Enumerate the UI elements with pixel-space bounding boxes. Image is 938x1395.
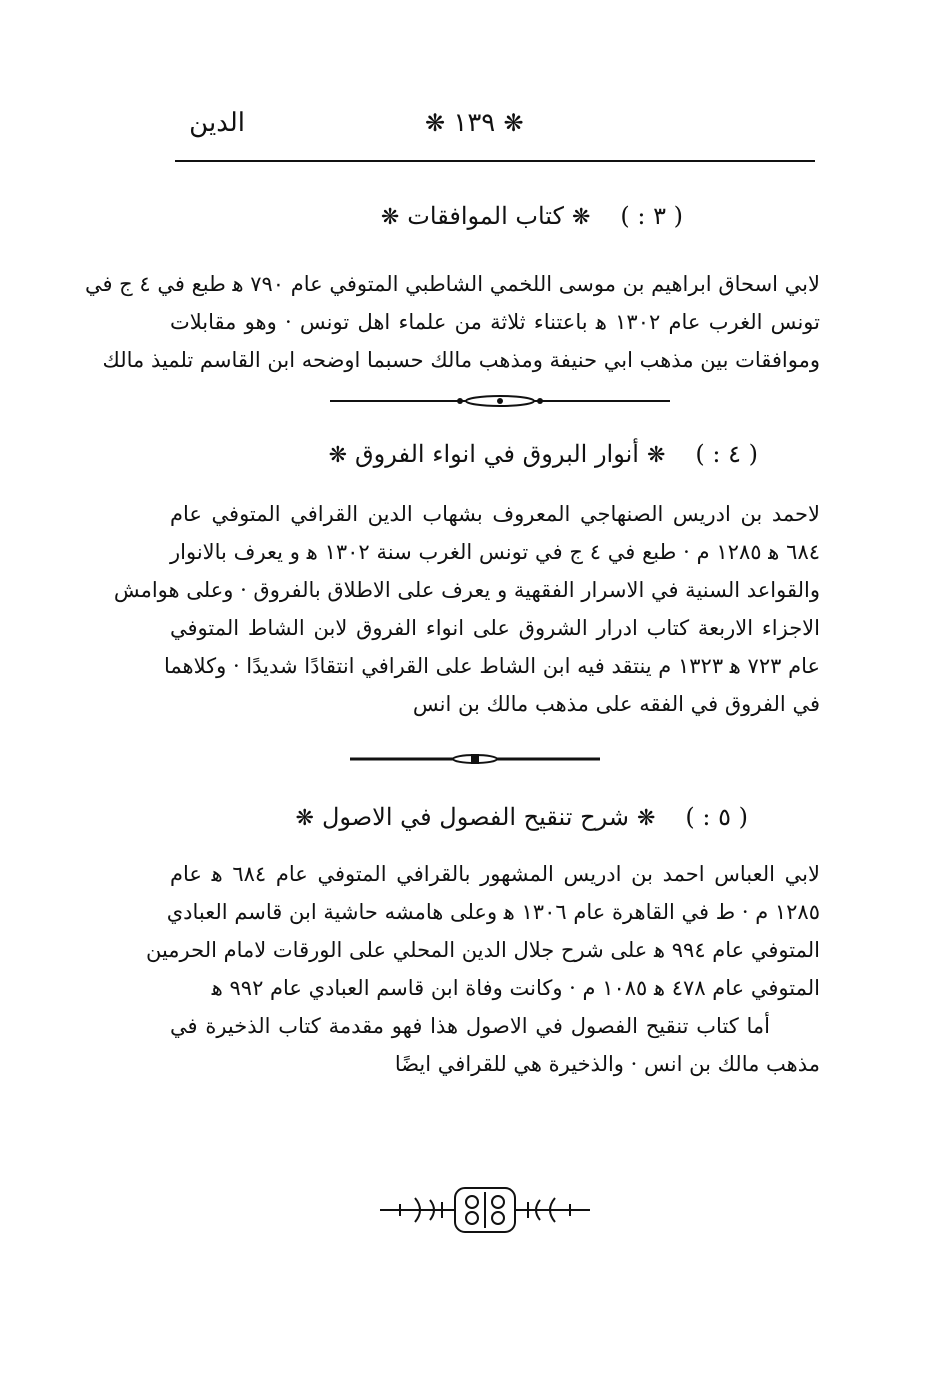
ornament-icon: ❋ xyxy=(503,109,524,137)
running-header-word: الدين xyxy=(189,108,245,138)
section-heading-4 xyxy=(321,440,758,468)
ornament-icon: ❋ xyxy=(295,806,314,831)
text-line: لابي العباس احمد بن ادريس المشهور بالقرافي المتوفي عام ٦٨٤ ﻫ عام xyxy=(170,862,821,886)
text-line: ٦٨٤ ﻫ ١٢٨٥ م · طبع في ٤ ج في تونس الغرب سنة ١٣٠٢ ﻫ و يعرف بالانوار xyxy=(170,540,821,564)
ornament-icon: ❋ xyxy=(646,443,666,468)
section-heading-5 xyxy=(288,803,748,831)
end-ornament-icon xyxy=(380,1180,590,1240)
text-line: في الفروق في الفقه على مذهب مالك بن انس xyxy=(412,692,820,716)
page-number: ١٣٩ xyxy=(453,108,496,138)
text-line: والقواعد السنية في الاسرار الفقهية و يعرف على الاطلاق بالفروق · وعلى هوامش xyxy=(113,578,820,602)
section-number: ( ٥ : ) xyxy=(685,803,748,831)
text-line: الاجزاء الاربعة كتاب ادرار الشروق على انواء الفروق لابن الشاط المتوفي xyxy=(170,616,820,640)
ornament-icon: ❋ xyxy=(571,205,591,230)
section-paragraph-5 xyxy=(145,855,821,1083)
page-number-group xyxy=(425,108,524,138)
ornament-icon: ❋ xyxy=(636,806,656,831)
text-line: لاحمد بن ادريس الصنهاجي المعروف بشهاب الدين القرافي المتوفي عام xyxy=(170,502,820,526)
section-title: شرح تنقيح الفصول في الاصول xyxy=(321,803,629,831)
section-title: كتاب الموافقات xyxy=(407,202,564,230)
text-line: المتوفي عام ٤٧٨ ﻫ ١٠٨٥ م · وكانت وفاة ابن قاسم العبادي عام ٩٩٢ ﻫ xyxy=(211,976,820,1000)
section-title: أنوار البروق في انواء الفروق xyxy=(355,440,639,468)
text-line: لابي اسحاق ابراهيم بن موسى اللخمي الشاطبي المتوفي عام ٧٩٠ ﻫ طبع في ٤ ج في xyxy=(84,272,820,296)
text-line: عام ٧٢٣ ﻫ ١٣٢٣ م ينتقد فيه ابن الشاط على القرافي انتقادًا شديدًا · وكلاهما xyxy=(163,654,820,678)
header-rule xyxy=(175,160,815,162)
ornament-icon: ❋ xyxy=(328,443,347,468)
section-divider xyxy=(350,752,600,766)
text-line: أما كتاب تنقيح الفصول في الاصول هذا فهو مقدمة كتاب الذخيرة في xyxy=(170,1014,770,1038)
section-heading-3 xyxy=(373,202,683,230)
section-divider xyxy=(330,393,670,409)
text-line: مذهب مالك بن انس · والذخيرة هي للقرافي ايضًا xyxy=(394,1052,820,1076)
section-paragraph-3 xyxy=(84,265,820,379)
text-line: المتوفي عام ٩٩٤ ﻫ على شرح جلال الدين المحلي على الورقات لامام الحرمين xyxy=(145,938,820,962)
text-line: وموافقات بين مذهب ابي حنيفة ومذهب مالك حسبما اوضحه ابن القاسم تلميذ مالك xyxy=(102,348,820,372)
text-line: ١٢٨٥ م · ط في القاهرة عام ١٣٠٦ ﻫ وعلى هامشه حاشية ابن قاسم العبادي xyxy=(166,900,820,924)
section-number: ( ٣ : ) xyxy=(620,202,683,230)
section-paragraph-4 xyxy=(113,495,821,723)
text-line: تونس الغرب عام ١٣٠٢ ﻫ باعتناء ثلاثة من علماء اهل تونس · وهو مقابلات xyxy=(170,310,820,334)
ornament-icon: ❋ xyxy=(380,205,400,230)
section-number: ( ٤ : ) xyxy=(695,440,758,468)
page-header xyxy=(175,100,815,160)
ornament-icon: ❋ xyxy=(425,109,446,137)
